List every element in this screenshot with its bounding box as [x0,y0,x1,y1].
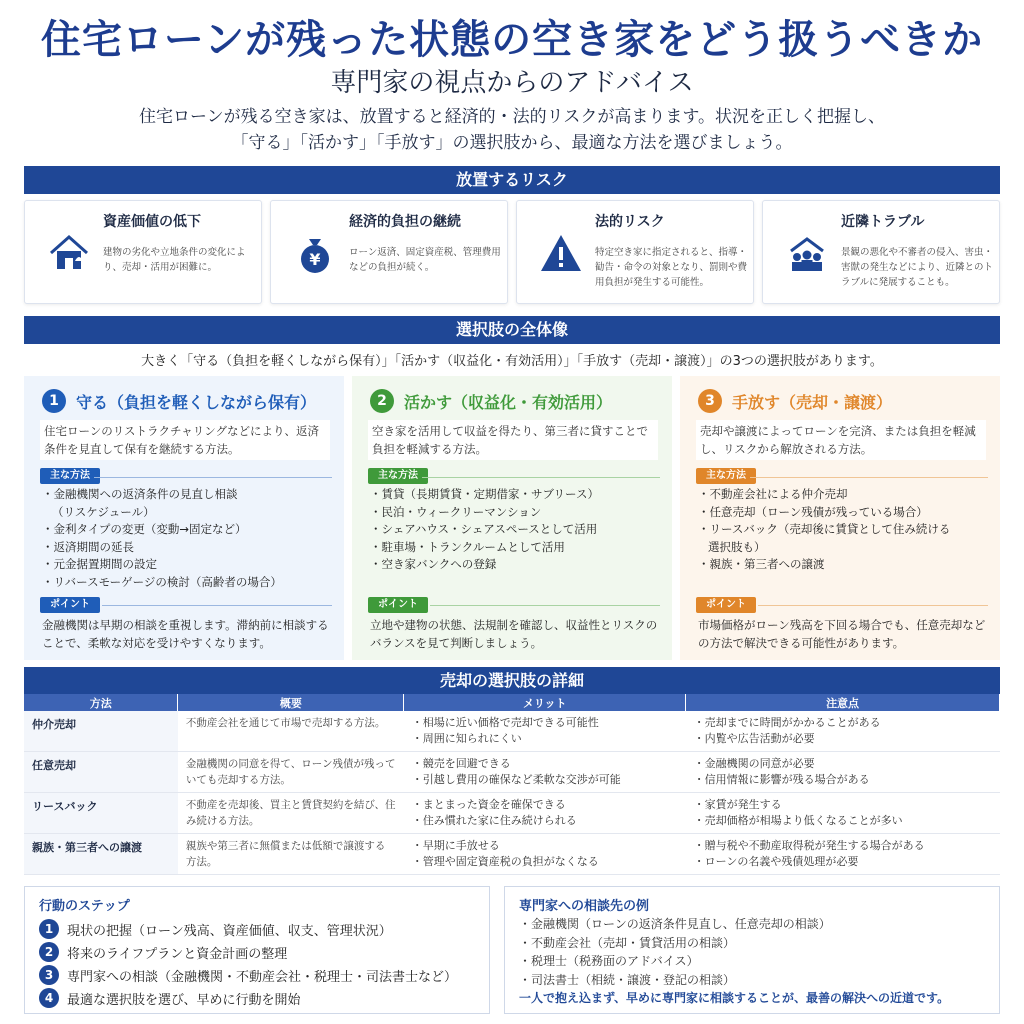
cautions-cell [686,711,1000,752]
list-item: ・金融機関（ローンの返済条件見直し、任意売却の相談） [519,917,831,931]
steps-heading: 行動のステップ [39,899,130,914]
risk-desc: 特定空き家に指定されると、指導・勧告・命令の対象となり、罰則や費用負担が発生する可能性。 [595,247,748,288]
option-number: 3 [698,389,722,413]
step-number: 3 [39,965,59,985]
option-title: 活かす（収益化・有効活用） [404,392,613,412]
option-header [698,388,892,414]
option-number: 2 [370,389,394,413]
step-text: 将来のライフプランと資金計画の整理 [67,946,288,962]
option-desc: 住宅ローンのリストラクチャリングなどにより、返済条件を見直して保有を継続する方法。 [40,420,330,460]
column-header: 方法 [24,694,178,711]
consult-panel [504,886,1000,1014]
summary-cell: 不動産を売却後、買主と賃貸契約を結び、住み続ける方法。 [178,793,404,834]
risk-desc: ローン返済、固定資産税、管理費用などの負担が続く。 [349,247,501,273]
merit-item: ・競売を回避できる [411,757,511,770]
table-row [24,711,1000,752]
risk-title: 法的リスク [595,214,665,230]
list-item: ・空き家バンクへの登録 [370,557,497,571]
methods-tag: 主な方法 [40,468,100,484]
table-row [24,834,1000,875]
page-title: 住宅ローンが残った状態の空き家をどう扱うべきか [40,16,984,63]
steps-panel [24,886,490,1014]
caution-item: ・内覧や広告活動が必要 [693,732,815,745]
summary-cell: 親族や第三者に無償または低額で譲渡する方法。 [178,834,404,875]
divider [430,605,660,606]
list-item: （リスケジュール） [52,504,155,519]
summary-cell: 金融機関の同意を得て、ローン残債が残っていても売却する方法。 [178,752,404,793]
caution-item: ・ローンの名義や残債処理が必要 [693,855,859,868]
option-title: 手放す（売却・譲渡） [732,392,893,412]
list-item: ・シェアハウス・シェアスペースとして活用 [370,522,598,536]
warning-icon [539,231,583,275]
page-subtitle: 専門家の視点からのアドバイス [330,68,694,98]
column-header: メリット [404,694,686,711]
table-row [24,752,1000,793]
option-title: 守る（負担を軽くしながら保有） [76,392,317,412]
point-tag: ポイント [696,597,756,613]
step-number: 4 [39,988,59,1008]
caution-item: ・家賃が発生する [693,798,782,811]
house-icon [47,231,91,275]
cautions-cell [686,752,1000,793]
divider [750,477,988,478]
list-item: ・税理士（税務面のアドバイス） [519,954,699,968]
list-item: ・親族・第三者への譲渡 [698,557,825,571]
step-item [39,965,457,985]
list-item: ・賃貸（長期賃貸・定期借家・サブリース） [370,487,599,501]
merit-item: ・住み慣れた家に住み続けられる [411,814,577,827]
methods-list [370,486,670,574]
step-number: 1 [39,919,59,939]
caution-item: ・贈与税や不動産取得税が発生する場合がある [693,839,925,852]
option-utilize [352,376,672,660]
closing-message: 一人で抱え込まず、早めに専門家に相談することが、最善の解決への近道です。 [519,991,950,1005]
merit-item: ・引越し費用の確保など柔軟な交渉が可能 [411,773,621,786]
merits-cell [404,752,686,793]
list-item: ・元金据置期間の設定 [42,557,157,571]
methods-tag: 主な方法 [368,468,428,484]
point-text: 市場価格がローン残高を下回る場合でも、任意売却などの方法で解決できる可能性があります。 [698,618,986,650]
step-text: 最適な選択肢を選び、早めに行動を開始 [67,992,301,1008]
risk-card [24,200,262,304]
caution-item: ・売却までに時間がかかることがある [693,716,881,729]
divider [94,477,332,478]
merits-cell [404,793,686,834]
list-item: ・不動産会社（売却・賃貸活用の相談） [519,935,736,950]
list-item: 選択肢も） [708,539,766,554]
point-text: 立地や建物の状態、法規制を確認し、収益性とリスクのバランスを見て判断しましょう。 [370,618,658,650]
list-item: ・任意売却（ローン残債が残っている場合） [698,504,928,519]
risk-title: 近隣トラブル [841,214,925,230]
cautions-cell [686,793,1000,834]
overview-heading: 選択肢の全体像 [24,316,1000,344]
cautions-cell [686,834,1000,875]
divider [758,605,988,606]
caution-item: ・売却価格が相場より低くなることが多い [693,814,903,827]
consult-heading: 専門家への相談先の例 [519,899,650,914]
step-item [39,942,287,962]
method-cell: リースバック [24,793,178,834]
merit-item: ・周囲に知られにくい [411,732,522,745]
merit-item: ・まとまった資金を確保できる [411,798,566,811]
point-text: 金融機関は早期の相談を重視します。滞納前に相談することで、柔軟な対応を受けやすくなります。 [42,618,329,650]
divider [422,477,660,478]
table-header-row [24,694,1000,711]
step-number: 2 [39,942,59,962]
intro-line: 「守る」「活かす」「手放す」の選択肢から、最適な方法を選びましょう。 [231,133,793,153]
point-tag: ポイント [368,597,428,613]
risk-title: 経済的負担の継続 [349,214,461,230]
summary-cell: 不動産会社を通じて市場で売却する方法。 [178,711,404,752]
option-header [370,388,612,414]
risk-card [762,200,1000,304]
svg-text:¥: ¥ [309,250,321,269]
method-cell: 任意売却 [24,752,178,793]
option-keep [24,376,344,660]
caution-item: ・信用情報に影響が残る場合がある [693,773,870,786]
merit-item: ・早期に手放せる [411,839,500,852]
list-item: ・民泊・ウィークリーマンション [370,504,542,519]
risk-title: 資産価値の低下 [103,214,201,230]
list-item: ・返済期間の延長 [42,539,134,554]
option-desc: 売却や譲渡によってローンを完済、または負担を軽減し、リスクから解放される方法。 [696,420,986,460]
list-item: ・司法書士（相続・譲渡・登記の相談） [519,972,736,987]
risk-card [516,200,754,304]
option-header [42,388,316,414]
sale-heading: 売却の選択肢の詳細 [24,667,1000,695]
caution-item: ・金融機関の同意が必要 [693,757,815,770]
intro-text [60,104,964,156]
option-number: 1 [42,389,66,413]
column-header: 概要 [178,694,404,711]
list-item: ・金利タイプの変更（変動→固定など） [42,522,247,536]
list-item: ・駐車場・トランクルームとして活用 [370,539,565,554]
yen-bag-icon [293,231,337,275]
merit-item: ・相場に近い価格で売却できる可能性 [411,716,599,729]
list-item: ・不動産会社による仲介売却 [698,487,848,501]
option-desc: 空き家を活用して収益を得たり、第三者に貸すことで負担を軽減する方法。 [368,420,658,460]
risks-heading: 放置するリスク [24,166,1000,194]
point-tag: ポイント [40,597,100,613]
merits-cell [404,834,686,875]
option-dispose [680,376,1000,660]
methods-list [698,486,998,574]
method-cell: 仲介売却 [24,711,178,752]
step-text: 専門家への相談（金融機関・不動産会社・税理士・司法書士など） [67,969,458,985]
overview-note: 大きく「守る（負担を軽くしながら保有）」「活かす（収益化・有効活用）」「手放す（売却・譲渡）」の3つの選択肢があります。 [141,354,883,369]
divider [102,605,332,606]
sale-table [24,694,1000,875]
step-item [39,988,300,1008]
methods-list [42,486,342,591]
neighbors-icon [785,231,829,275]
column-header: 注意点 [686,694,1000,711]
list-item: ・リバースモーゲージの検討（高齢者の場合） [42,574,282,589]
methods-tag: 主な方法 [696,468,756,484]
intro-line: 住宅ローンが残る空き家は、放置すると経済的・法的リスクが高まります。状況を正しく把握し、 [139,107,885,127]
risk-desc: 建物の劣化や立地条件の変化により、売却・活用が困難に。 [103,247,246,273]
table-row [24,793,1000,834]
risk-card [270,200,508,304]
step-text: 現状の把握（ローン残高、資産価値、収支、管理状況） [67,923,392,939]
merit-item: ・管理や固定資産税の負担がなくなる [411,855,599,868]
method-cell: 親族・第三者への譲渡 [24,834,178,875]
list-item: ・リースバック（売却後に賃貸として住み続ける [698,522,951,536]
step-item [39,919,392,939]
risk-desc: 景観の悪化や不審者の侵入、害虫・害獣の発生などにより、近隣とのトラブルに発展することも。 [841,247,994,288]
list-item: ・金融機関への返済条件の見直し相談 [42,487,238,501]
merits-cell [404,711,686,752]
consult-list [519,915,831,989]
